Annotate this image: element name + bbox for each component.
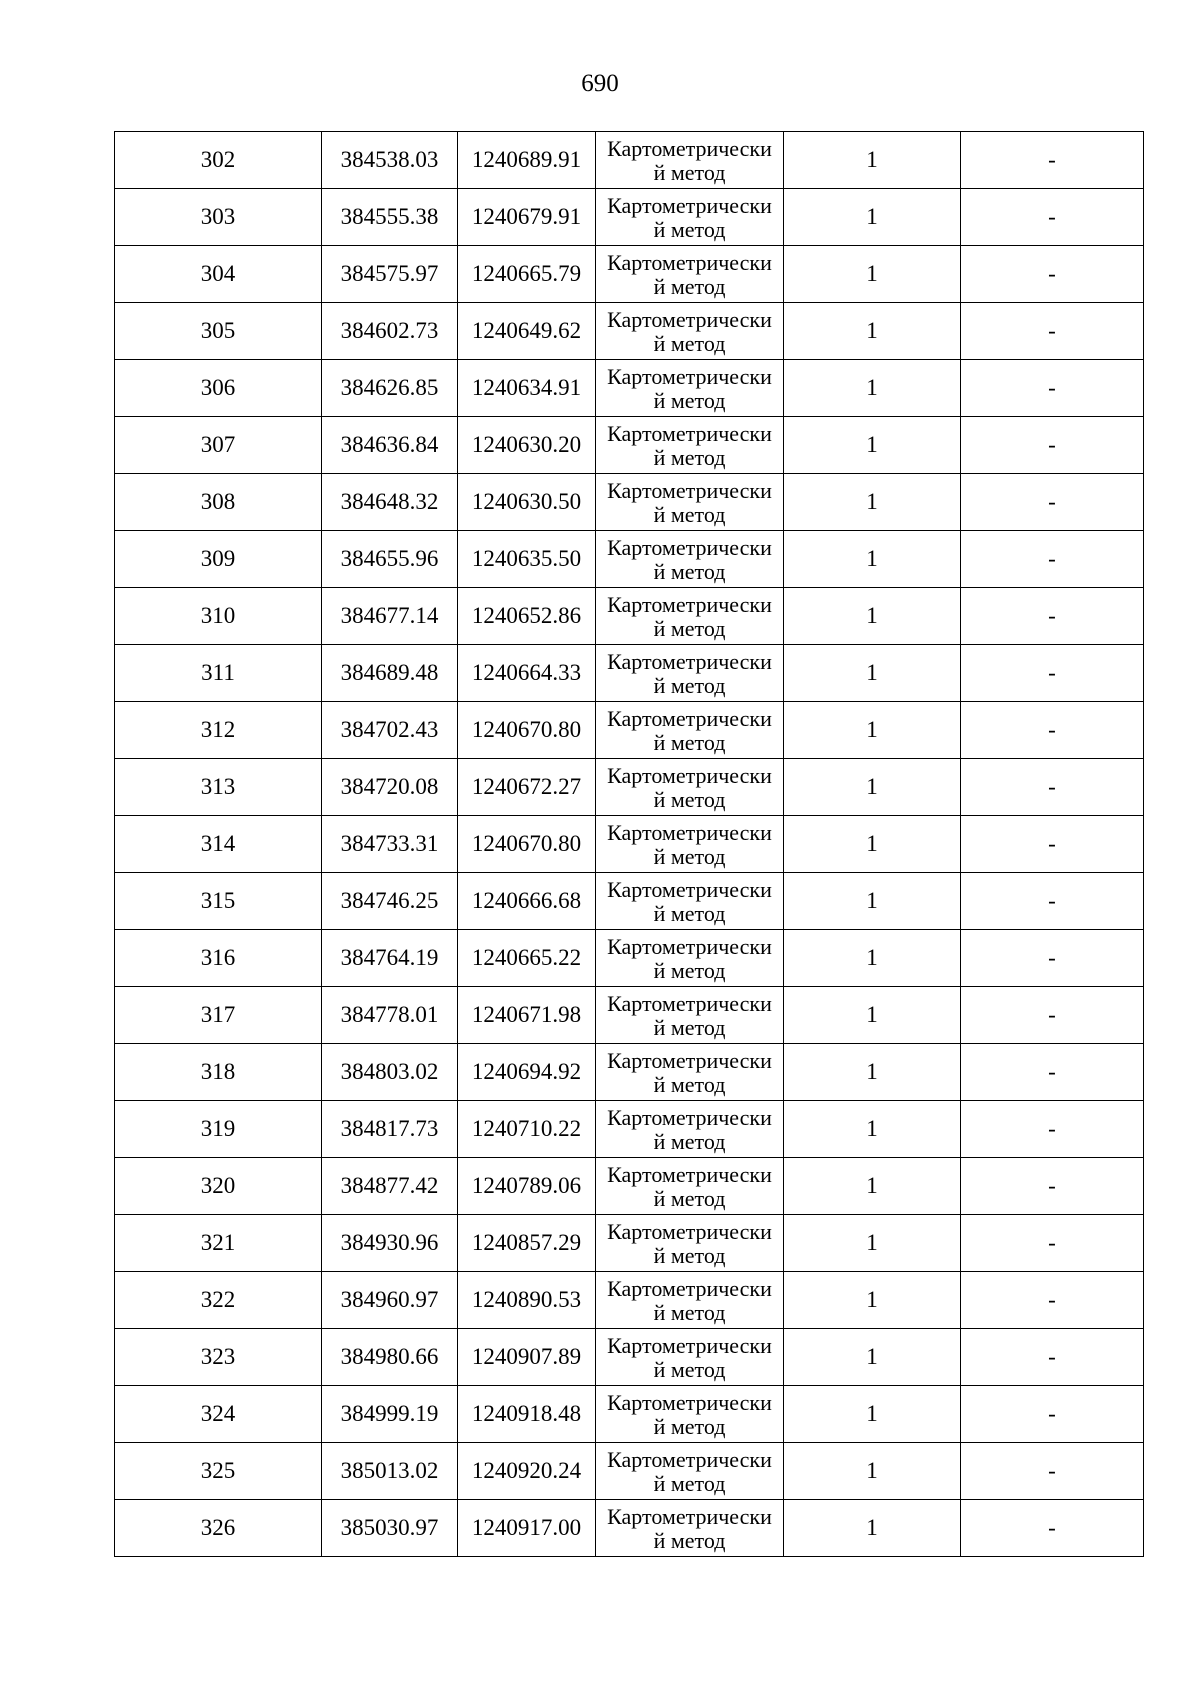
- note-cell: -: [961, 930, 1144, 987]
- y-coordinate-cell: 1240672.27: [458, 759, 596, 816]
- y-coordinate-cell: 1240694.92: [458, 1044, 596, 1101]
- x-coordinate-cell: 384655.96: [322, 531, 458, 588]
- point-number-cell: 316: [115, 930, 322, 987]
- method-line-1: Картометрически: [607, 762, 772, 788]
- y-coordinate-cell: 1240710.22: [458, 1101, 596, 1158]
- method-line-2: й метод: [653, 444, 726, 470]
- precision-cell: 1: [784, 1272, 961, 1329]
- table-row: [115, 1443, 1144, 1500]
- point-number-cell: 317: [115, 987, 322, 1044]
- note-cell: -: [961, 531, 1144, 588]
- method-line-2: й метод: [653, 1527, 726, 1553]
- method-line-2: й метод: [653, 273, 726, 299]
- table-row: [115, 702, 1144, 759]
- table-row: [115, 1044, 1144, 1101]
- point-number-cell: 311: [115, 645, 322, 702]
- point-number-cell: 303: [115, 189, 322, 246]
- x-coordinate-cell: 384746.25: [322, 873, 458, 930]
- method-line-1: Картометрически: [607, 1218, 772, 1244]
- note-cell: -: [961, 1044, 1144, 1101]
- x-coordinate-cell: 384817.73: [322, 1101, 458, 1158]
- method-cell: [596, 189, 784, 246]
- method-line-1: Картометрически: [607, 1104, 772, 1130]
- method-cell: [596, 1101, 784, 1158]
- point-number-cell: 324: [115, 1386, 322, 1443]
- note-cell: -: [961, 132, 1144, 189]
- precision-cell: 1: [784, 189, 961, 246]
- method-line-1: Картометрически: [607, 1503, 772, 1529]
- precision-cell: 1: [784, 1044, 961, 1101]
- y-coordinate-cell: 1240670.80: [458, 816, 596, 873]
- precision-cell: 1: [784, 645, 961, 702]
- method-line-1: Картометрически: [607, 1332, 772, 1358]
- precision-cell: 1: [784, 1101, 961, 1158]
- precision-cell: 1: [784, 1386, 961, 1443]
- y-coordinate-cell: 1240671.98: [458, 987, 596, 1044]
- note-cell: -: [961, 1215, 1144, 1272]
- note-cell: -: [961, 759, 1144, 816]
- x-coordinate-cell: 384733.31: [322, 816, 458, 873]
- note-cell: -: [961, 246, 1144, 303]
- table-row: [115, 1101, 1144, 1158]
- method-cell: [596, 1329, 784, 1386]
- note-cell: -: [961, 1272, 1144, 1329]
- method-line-2: й метод: [653, 501, 726, 527]
- coordinates-table: [114, 131, 1144, 1557]
- y-coordinate-cell: 1240652.86: [458, 588, 596, 645]
- point-number-cell: 307: [115, 417, 322, 474]
- point-number-cell: 305: [115, 303, 322, 360]
- y-coordinate-cell: 1240665.22: [458, 930, 596, 987]
- precision-cell: 1: [784, 873, 961, 930]
- method-line-2: й метод: [653, 1299, 726, 1325]
- note-cell: -: [961, 816, 1144, 873]
- y-coordinate-cell: 1240649.62: [458, 303, 596, 360]
- x-coordinate-cell: 384677.14: [322, 588, 458, 645]
- y-coordinate-cell: 1240670.80: [458, 702, 596, 759]
- point-number-cell: 313: [115, 759, 322, 816]
- method-cell: [596, 360, 784, 417]
- method-line-1: Картометрически: [607, 1389, 772, 1415]
- method-line-2: й метод: [653, 672, 726, 698]
- point-number-cell: 318: [115, 1044, 322, 1101]
- method-line-1: Картометрически: [607, 420, 772, 446]
- table-row: [115, 531, 1144, 588]
- x-coordinate-cell: 385013.02: [322, 1443, 458, 1500]
- x-coordinate-cell: 384930.96: [322, 1215, 458, 1272]
- precision-cell: 1: [784, 930, 961, 987]
- note-cell: -: [961, 189, 1144, 246]
- table-row: [115, 474, 1144, 531]
- method-line-1: Картометрически: [607, 990, 772, 1016]
- method-line-2: й метод: [653, 216, 726, 242]
- precision-cell: 1: [784, 474, 961, 531]
- table-row: [115, 189, 1144, 246]
- method-line-1: Картометрически: [607, 192, 772, 218]
- precision-cell: 1: [784, 588, 961, 645]
- table-row: [115, 759, 1144, 816]
- method-cell: [596, 588, 784, 645]
- note-cell: -: [961, 1329, 1144, 1386]
- method-cell: [596, 132, 784, 189]
- method-line-1: Картометрически: [607, 306, 772, 332]
- method-cell: [596, 1500, 784, 1557]
- coordinates-table-body: [115, 132, 1144, 1557]
- y-coordinate-cell: 1240666.68: [458, 873, 596, 930]
- y-coordinate-cell: 1240857.29: [458, 1215, 596, 1272]
- y-coordinate-cell: 1240920.24: [458, 1443, 596, 1500]
- point-number-cell: 321: [115, 1215, 322, 1272]
- method-line-2: й метод: [653, 843, 726, 869]
- method-cell: [596, 1386, 784, 1443]
- y-coordinate-cell: 1240630.50: [458, 474, 596, 531]
- note-cell: -: [961, 1443, 1144, 1500]
- table-row: [115, 1272, 1144, 1329]
- note-cell: -: [961, 1158, 1144, 1215]
- method-cell: [596, 303, 784, 360]
- x-coordinate-cell: 384555.38: [322, 189, 458, 246]
- method-cell: [596, 702, 784, 759]
- point-number-cell: 309: [115, 531, 322, 588]
- y-coordinate-cell: 1240890.53: [458, 1272, 596, 1329]
- method-cell: [596, 1215, 784, 1272]
- note-cell: -: [961, 303, 1144, 360]
- point-number-cell: 326: [115, 1500, 322, 1557]
- x-coordinate-cell: 384764.19: [322, 930, 458, 987]
- method-cell: [596, 930, 784, 987]
- table-row: [115, 816, 1144, 873]
- precision-cell: 1: [784, 246, 961, 303]
- method-cell: [596, 246, 784, 303]
- table-row: [115, 1329, 1144, 1386]
- method-line-1: Картометрически: [607, 648, 772, 674]
- method-cell: [596, 987, 784, 1044]
- method-line-1: Картометрически: [607, 705, 772, 731]
- method-line-2: й метод: [653, 387, 726, 413]
- precision-cell: 1: [784, 702, 961, 759]
- note-cell: -: [961, 702, 1144, 759]
- method-line-2: й метод: [653, 1356, 726, 1382]
- note-cell: -: [961, 1386, 1144, 1443]
- note-cell: -: [961, 474, 1144, 531]
- note-cell: -: [961, 1500, 1144, 1557]
- table-row: [115, 246, 1144, 303]
- precision-cell: 1: [784, 531, 961, 588]
- method-line-2: й метод: [653, 1014, 726, 1040]
- table-row: [115, 1158, 1144, 1215]
- precision-cell: 1: [784, 1443, 961, 1500]
- x-coordinate-cell: 384778.01: [322, 987, 458, 1044]
- y-coordinate-cell: 1240789.06: [458, 1158, 596, 1215]
- x-coordinate-cell: 384575.97: [322, 246, 458, 303]
- method-cell: [596, 1044, 784, 1101]
- method-line-2: й метод: [653, 1413, 726, 1439]
- method-line-1: Картометрически: [607, 1446, 772, 1472]
- method-line-1: Картометрически: [607, 933, 772, 959]
- method-line-1: Картометрически: [607, 135, 772, 161]
- table-row: [115, 873, 1144, 930]
- x-coordinate-cell: 385030.97: [322, 1500, 458, 1557]
- table-row: [115, 132, 1144, 189]
- table-row: [115, 417, 1144, 474]
- table-row: [115, 1500, 1144, 1557]
- point-number-cell: 306: [115, 360, 322, 417]
- precision-cell: 1: [784, 417, 961, 474]
- note-cell: -: [961, 987, 1144, 1044]
- method-line-2: й метод: [653, 786, 726, 812]
- method-line-2: й метод: [653, 729, 726, 755]
- point-number-cell: 308: [115, 474, 322, 531]
- x-coordinate-cell: 384999.19: [322, 1386, 458, 1443]
- y-coordinate-cell: 1240689.91: [458, 132, 596, 189]
- method-cell: [596, 531, 784, 588]
- x-coordinate-cell: 384720.08: [322, 759, 458, 816]
- x-coordinate-cell: 384960.97: [322, 1272, 458, 1329]
- point-number-cell: 304: [115, 246, 322, 303]
- precision-cell: 1: [784, 759, 961, 816]
- precision-cell: 1: [784, 1329, 961, 1386]
- method-line-1: Картометрически: [607, 249, 772, 275]
- table-row: [115, 645, 1144, 702]
- table-row: [115, 360, 1144, 417]
- y-coordinate-cell: 1240907.89: [458, 1329, 596, 1386]
- table-row: [115, 588, 1144, 645]
- point-number-cell: 320: [115, 1158, 322, 1215]
- x-coordinate-cell: 384803.02: [322, 1044, 458, 1101]
- x-coordinate-cell: 384702.43: [322, 702, 458, 759]
- method-line-1: Картометрически: [607, 534, 772, 560]
- note-cell: -: [961, 873, 1144, 930]
- method-line-1: Картометрически: [607, 591, 772, 617]
- precision-cell: 1: [784, 1158, 961, 1215]
- method-line-2: й метод: [653, 558, 726, 584]
- precision-cell: 1: [784, 360, 961, 417]
- x-coordinate-cell: 384689.48: [322, 645, 458, 702]
- method-line-1: Картометрически: [607, 477, 772, 503]
- method-line-2: й метод: [653, 957, 726, 983]
- y-coordinate-cell: 1240635.50: [458, 531, 596, 588]
- point-number-cell: 314: [115, 816, 322, 873]
- precision-cell: 1: [784, 987, 961, 1044]
- precision-cell: 1: [784, 816, 961, 873]
- method-line-1: Картометрически: [607, 1275, 772, 1301]
- table-row: [115, 930, 1144, 987]
- method-cell: [596, 873, 784, 930]
- method-cell: [596, 474, 784, 531]
- table-row: [115, 1215, 1144, 1272]
- precision-cell: 1: [784, 303, 961, 360]
- method-line-2: й метод: [653, 1470, 726, 1496]
- note-cell: -: [961, 1101, 1144, 1158]
- x-coordinate-cell: 384877.42: [322, 1158, 458, 1215]
- method-line-1: Картометрически: [607, 876, 772, 902]
- x-coordinate-cell: 384648.32: [322, 474, 458, 531]
- x-coordinate-cell: 384602.73: [322, 303, 458, 360]
- table-row: [115, 303, 1144, 360]
- y-coordinate-cell: 1240917.00: [458, 1500, 596, 1557]
- method-line-1: Картометрически: [607, 819, 772, 845]
- note-cell: -: [961, 588, 1144, 645]
- point-number-cell: 323: [115, 1329, 322, 1386]
- method-cell: [596, 417, 784, 474]
- method-line-2: й метод: [653, 900, 726, 926]
- method-line-2: й метод: [653, 1242, 726, 1268]
- method-cell: [596, 645, 784, 702]
- precision-cell: 1: [784, 1500, 961, 1557]
- y-coordinate-cell: 1240630.20: [458, 417, 596, 474]
- table-row: [115, 1386, 1144, 1443]
- method-cell: [596, 816, 784, 873]
- method-cell: [596, 1443, 784, 1500]
- point-number-cell: 325: [115, 1443, 322, 1500]
- y-coordinate-cell: 1240679.91: [458, 189, 596, 246]
- method-line-2: й метод: [653, 1071, 726, 1097]
- method-cell: [596, 1158, 784, 1215]
- method-line-1: Картометрически: [607, 1161, 772, 1187]
- method-line-1: Картометрически: [607, 363, 772, 389]
- table-row: [115, 987, 1144, 1044]
- method-line-2: й метод: [653, 1128, 726, 1154]
- y-coordinate-cell: 1240664.33: [458, 645, 596, 702]
- method-line-2: й метод: [653, 615, 726, 641]
- method-line-1: Картометрически: [607, 1047, 772, 1073]
- point-number-cell: 302: [115, 132, 322, 189]
- y-coordinate-cell: 1240634.91: [458, 360, 596, 417]
- x-coordinate-cell: 384538.03: [322, 132, 458, 189]
- method-line-2: й метод: [653, 159, 726, 185]
- method-line-2: й метод: [653, 330, 726, 356]
- note-cell: -: [961, 645, 1144, 702]
- point-number-cell: 322: [115, 1272, 322, 1329]
- note-cell: -: [961, 417, 1144, 474]
- point-number-cell: 315: [115, 873, 322, 930]
- method-cell: [596, 759, 784, 816]
- page-number: 690: [581, 70, 619, 97]
- precision-cell: 1: [784, 132, 961, 189]
- method-cell: [596, 1272, 784, 1329]
- point-number-cell: 312: [115, 702, 322, 759]
- method-line-2: й метод: [653, 1185, 726, 1211]
- precision-cell: 1: [784, 1215, 961, 1272]
- point-number-cell: 310: [115, 588, 322, 645]
- x-coordinate-cell: 384626.85: [322, 360, 458, 417]
- y-coordinate-cell: 1240665.79: [458, 246, 596, 303]
- note-cell: -: [961, 360, 1144, 417]
- y-coordinate-cell: 1240918.48: [458, 1386, 596, 1443]
- x-coordinate-cell: 384980.66: [322, 1329, 458, 1386]
- point-number-cell: 319: [115, 1101, 322, 1158]
- x-coordinate-cell: 384636.84: [322, 417, 458, 474]
